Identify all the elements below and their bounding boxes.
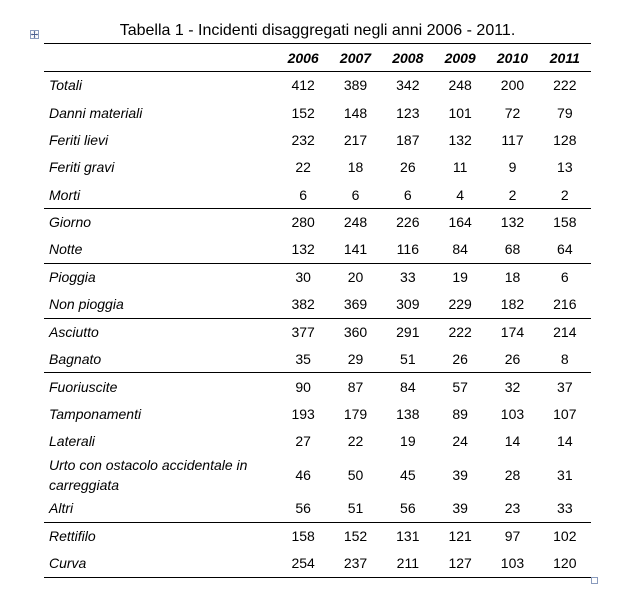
cell-value: 309 — [382, 291, 434, 318]
cell-value: 57 — [452, 378, 468, 395]
row-label: Altri — [44, 495, 277, 522]
cell-value: 174 — [500, 323, 525, 340]
row-label: Fuoriuscite — [49, 378, 118, 395]
header-year-2011: 2011 — [539, 44, 591, 72]
cell-value: 164 — [448, 214, 472, 231]
table-row — [44, 291, 591, 318]
table-row — [44, 428, 591, 455]
cell-value: 26 — [400, 159, 416, 176]
table-row — [44, 154, 591, 181]
table-row — [44, 550, 591, 577]
cell-value: 46 — [295, 466, 311, 483]
cell-value: 217 — [343, 131, 368, 148]
cell-value: 29 — [329, 345, 381, 372]
cell-value: 87 — [347, 378, 364, 395]
cell-value: 84 — [400, 378, 416, 395]
cell-value: 18 — [504, 269, 521, 286]
cell-value: 377 — [291, 323, 315, 340]
cell-value: 6 — [329, 181, 381, 208]
cell-value: 35 — [277, 345, 329, 372]
cell-value: 6 — [382, 181, 434, 208]
cell-value: 254 — [277, 550, 329, 577]
cell-value: 19 — [452, 269, 468, 286]
header-label-cell — [44, 44, 277, 72]
cell-value: 97 — [504, 528, 521, 545]
cell-value: 31 — [557, 466, 573, 483]
cell-value: 4 — [434, 181, 486, 208]
row-label: Danni materiali — [49, 104, 143, 121]
cell-value: 56 — [277, 495, 329, 522]
row-label: Bagnato — [44, 345, 277, 372]
cell-value: 369 — [329, 291, 381, 318]
cell-value: 26 — [434, 345, 486, 372]
cell-value: 141 — [329, 236, 381, 263]
cell-value: 90 — [295, 378, 311, 395]
cell-value: 28 — [504, 466, 521, 483]
cell-value: 158 — [553, 214, 577, 231]
row-label: Pioggia — [49, 269, 96, 286]
cell-value: 222 — [553, 77, 577, 94]
cell-value: 39 — [452, 466, 468, 483]
cell-value: 30 — [295, 269, 311, 286]
cell-value: 51 — [382, 345, 434, 372]
cell-value: 33 — [400, 269, 416, 286]
table-row — [44, 99, 591, 126]
cell-value: 22 — [295, 159, 311, 176]
table-row — [44, 263, 591, 290]
cell-value: 27 — [295, 433, 311, 450]
cell-value: 9 — [508, 159, 517, 176]
cell-value: 68 — [486, 236, 538, 263]
cell-value: 121 — [448, 528, 472, 545]
table-row — [44, 400, 591, 427]
table-row — [44, 181, 591, 208]
row-label: Curva — [44, 550, 277, 577]
cell-value: 211 — [382, 550, 434, 577]
cell-value: 120 — [539, 550, 591, 577]
row-label: Feriti gravi — [49, 159, 115, 176]
cell-value: 152 — [343, 528, 368, 545]
resize-square-icon[interactable] — [591, 577, 598, 584]
cell-value: 179 — [343, 405, 368, 422]
cell-value: 14 — [504, 433, 521, 450]
cell-value: 33 — [539, 495, 591, 522]
row-label: Tamponamenti — [49, 405, 142, 422]
cell-value: 103 — [500, 405, 525, 422]
table-row — [44, 318, 591, 345]
cell-value: 19 — [400, 433, 416, 450]
cell-value: 132 — [448, 131, 472, 148]
cell-value: 50 — [347, 466, 364, 483]
cell-value: 64 — [539, 236, 591, 263]
row-label: Urto con ostacolo accidentale in carreggiata — [49, 456, 248, 493]
cell-value: 123 — [396, 104, 420, 121]
cell-value: 56 — [382, 495, 434, 522]
move-arrows-icon[interactable] — [30, 30, 39, 39]
cell-value: 45 — [400, 466, 416, 483]
cell-value: 226 — [396, 214, 420, 231]
cell-value: 79 — [557, 104, 573, 121]
cell-value: 389 — [343, 77, 368, 94]
row-label: Giorno — [49, 214, 92, 231]
cell-value: 2 — [539, 181, 591, 208]
table-row — [44, 126, 591, 153]
row-label: Rettifilo — [49, 528, 96, 545]
cell-value: 20 — [347, 269, 364, 286]
cell-value: 128 — [553, 131, 577, 148]
cell-value: 193 — [291, 405, 315, 422]
table-row — [44, 373, 591, 400]
cell-value: 187 — [396, 131, 420, 148]
cell-value: 229 — [434, 291, 486, 318]
cell-value: 2 — [486, 181, 538, 208]
cell-value: 72 — [504, 104, 521, 121]
cell-value: 102 — [553, 528, 577, 545]
header-row — [44, 44, 591, 72]
cell-value: 107 — [553, 405, 577, 422]
row-label: Feriti lievi — [49, 131, 109, 148]
table-row — [44, 455, 591, 495]
cell-value: 101 — [448, 104, 472, 121]
cell-value: 14 — [557, 433, 573, 450]
cell-value: 84 — [434, 236, 486, 263]
cell-value: 200 — [500, 77, 525, 94]
cell-value: 412 — [291, 77, 315, 94]
cell-value: 39 — [434, 495, 486, 522]
cell-value: 342 — [396, 77, 420, 94]
row-label: Non pioggia — [44, 291, 277, 318]
header-year-2010: 2010 — [486, 44, 538, 72]
cell-value: 6 — [277, 181, 329, 208]
cell-value: 6 — [560, 269, 569, 286]
cell-value: 117 — [501, 131, 524, 148]
row-label: Totali — [49, 77, 82, 94]
row-label: Laterali — [49, 433, 95, 450]
table-row — [44, 345, 591, 372]
cell-value: 222 — [448, 323, 472, 340]
cell-value: 13 — [557, 159, 573, 176]
cell-value: 116 — [382, 236, 434, 263]
header-year-2009: 2009 — [434, 44, 486, 72]
cell-value: 132 — [500, 214, 525, 231]
cell-value: 148 — [343, 104, 368, 121]
cell-value: 248 — [343, 214, 368, 231]
cell-value: 214 — [553, 323, 577, 340]
cell-value: 237 — [329, 550, 381, 577]
cell-value: 18 — [347, 159, 364, 176]
cell-value: 382 — [277, 291, 329, 318]
header-year-2007: 2007 — [329, 44, 381, 72]
cell-value: 24 — [452, 433, 468, 450]
table-row — [44, 522, 591, 549]
cell-value: 216 — [539, 291, 591, 318]
cell-value: 23 — [486, 495, 538, 522]
cell-value: 248 — [448, 77, 472, 94]
cell-value: 132 — [277, 236, 329, 263]
cell-value: 291 — [396, 323, 420, 340]
cell-value: 158 — [291, 528, 315, 545]
cell-value: 51 — [329, 495, 381, 522]
header-year-2008: 2008 — [382, 44, 434, 72]
cell-value: 131 — [396, 528, 420, 545]
row-label: Asciutto — [49, 323, 99, 340]
cell-value: 152 — [291, 104, 315, 121]
cell-value: 103 — [486, 550, 538, 577]
cell-value: 232 — [291, 131, 315, 148]
cell-value: 89 — [452, 405, 468, 422]
cell-value: 32 — [504, 378, 521, 395]
row-label: Notte — [44, 236, 277, 263]
row-label: Morti — [44, 181, 277, 208]
cell-value: 360 — [343, 323, 368, 340]
table-title: Tabella 1 - Incidenti disaggregati negli anni 2006 - 2011. — [119, 22, 516, 39]
cell-value: 280 — [291, 214, 315, 231]
table-row — [44, 72, 591, 99]
cell-value: 138 — [396, 405, 420, 422]
cell-value: 8 — [539, 345, 591, 372]
cell-value: 37 — [557, 378, 573, 395]
cell-value: 11 — [452, 159, 468, 176]
table-row — [44, 236, 591, 263]
cell-value: 26 — [486, 345, 538, 372]
cell-value: 127 — [434, 550, 486, 577]
cell-value: 182 — [486, 291, 538, 318]
cell-value: 22 — [347, 433, 364, 450]
table-row — [44, 208, 591, 235]
table-row — [44, 495, 591, 522]
header-year-2006: 2006 — [277, 44, 329, 72]
incidents-table — [44, 43, 591, 578]
